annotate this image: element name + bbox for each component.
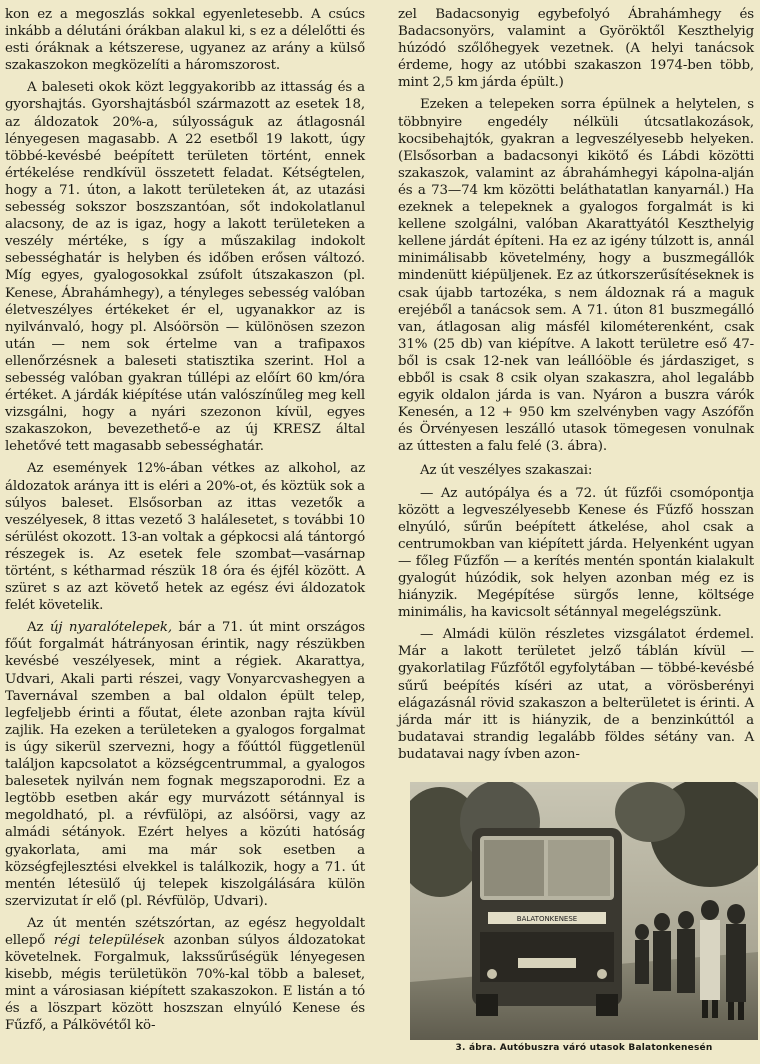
emphasis: új nyaralótelepek,	[49, 620, 172, 636]
paragraph: Ezeken a telepeken sorra épülnek a helytelen, s többnyire engedély nélküli útcsatlakozások, kocsibehajtók, gyakran a legveszélyesebb helyeken. (Elsősorban a badacsonyi kikötő és Lábdi közötti szakaszok, valamint az ábrahámhegyi kápolna-alján és a 73—74 km közötti beláthatatlan kanyarnál.) Ha ezeknek a telepeknek a gyalogos forgalmát is ki kellene szolgálni, valóban Akarattyától Keszthelyig kellene járdát építeni. Ha ez az igény túlzott is, annál minimálisabb követelmény, hogy a buszmegállók mindenütt kiépüljenek. Ez az útkorszerűsítéseknek is csak újabb tartozéka, s nem áldoznak rá a maguk erejéből a tanácsok sem. A 71. úton 81 buszmegálló van, átlagosan alig másfél kilométerenként, csak 31% (25 db) van kiépítve. A lakott területre eső 47-ből is csak 12-nek van leállóöble és járdasziget, s ebből is csak 8 csik olyan szakaszra, ahol legalább egyik oldalon járda is van. Nyáron a buszra várók Kenesén, a 12 + 950 km szelvényben vagy Aszófőn és Örvényesen leszálló utasok tömegesen vonulnak az úttesten a falu felé (3. ábra).	[398, 97, 754, 455]
paragraph: Az események 12%-ában vétkes az alkohol, az áldozatok aránya itt is eléri a 20%-ot, és köztük sok a súlyos baleset. Elsősorban az ittas vezetők a veszélyesek, 8 ittas vezető 3 halálesetet, s további 10 sérülést okozott. 13-an voltak a gépkocsi alá tántorgó részegek is. Az esetek fele szombat—vasárnap történt, s kétharmad részük 18 óra és éjfél között. A szüret s az azt követő hetek az egész évi áldozatok felét követelik.	[5, 461, 365, 614]
paragraph-text: bár a 71. út mint országos főút forgalmát hátrányosan érintik, nagy részükben kevésbé veszélyesek, mint a régiek. Akarattya, Udvari, Akali parti részei, vagy Vonyarcvashegyen a Tavernával szemben a bal oldalon épült telep, legfeljebb érinti a főutat, élete azonban rajta kívül zajlik. Ha ezeken a területeken a gyalogos forgalmat is úgy sikerül szervezni, hogy a főúttól függetlenül találjon kapcsolatot a községcentrummal, a gyalogos balesetek nyilván nem fognak megszaporodni. Ez a legtöbb esetben akár egy murvázott sétánnyal is megoldható, pl. a révfülöpi, az alsóörsi, vagy az almádi sétányok. Ezért helyes a közúti hatóság gyakorlata, ami ma már sok esetben a községfejlesztési elvekkel is találkozik, hogy a 71. út mentén létesülő új telepek kiszolgálására külön szervizutat ír elő (pl. Révfülöp, Udvari).	[5, 620, 365, 909]
paragraph: A baleseti okok közt leggyakoribb az ittasság és a gyorshajtás. Gyorshajtásból származott az esetek 18, az áldozatok 20%-a, súlyosságuk az átlagosnál lényegesen magasabb. A 22 esetből 19 lakott, úgy többé-kevésbé beépített területen történt, ennek értékelése rendkívül összetett feladat. Kétségtelen, hogy a 71. úton, a lakott területeken át, az utazási sebesség sokszor boszszantóan, sőt indokolatlanul alacsony, de az is igaz, hogy a lakott területeken a veszély mértéke, s így a műszakilag indokolt sebességhatár is helyben és időben erősen változó. Míg egyes, gyalogosokkal zsúfolt útszakaszon (pl. Kenese, Ábrahámhegy), a tényleges sebesség valóban életveszélyes értékeket ér el, ugyanakkor az is nyilvánvaló, hogy pl. Alsóörsön — különösen szezon után — nem sok értelme van a trafipaxos ellenőrzésnek a baleseti statisztika szerint. Hol a sebesség valóban gyakran túllépi az előírt 60 km/óra értéket. A járdák kiépítése után valószínűleg meg kell vizsgálni, hogy a nyári szezonon kívül, egyes szakaszokon, bevezethető-e az új KRESZ által lehetővé tett magasabb sebességhatár.	[5, 80, 365, 455]
paragraph: — Almádi külön részletes vizsgálatot érdemel. Már a lakott területet jelző táblán kívül — gyakorlatilag Fűzfőtől egyfolytában — többé-kevésbé sűrű beépítés kíséri az utat, a vörösberényi elágazásnál rövid szakaszon a belterületet is érinti. A járda már itt is hiányzik, de a benzinkúttól a budatavai strandig legalább földes sétány van. A budatavai nagy ívben azon-	[398, 627, 754, 762]
bus-photo	[410, 782, 758, 1040]
paragraph: Az út mentén szétszórtan, az egész hegyoldalt ellepő régi települések azonban súlyos áldozatokat követelnek. Forgalmuk, lakssűrűségük lényegesen kisebb, mégis területükön 70%-kal több a baleset, mint a városiasan kiépített szakaszokon. E listán a tó és a löszpart között hoszszan elnyúló Kenese és Fűzfő, a Pálkövétől kö-	[5, 915, 366, 1034]
paragraph: kon ez a megoszlás sokkal egyenletesebb. A csúcs inkább a délutáni órákban alakul ki, s ez a délelőtti és esti óráknak a kétszerese, ugyanez az arány a külső szakaszokon megközelíti a háromszorost.	[5, 7, 365, 74]
emphasis: régi települések	[53, 932, 165, 948]
left-column	[5, 6, 365, 1040]
figure-caption: 3. ábra. Autóbuszra váró utasok Balatonkenesén	[455, 1043, 713, 1053]
section-heading: Az út veszélyes szakaszai:	[420, 463, 593, 479]
paragraph: zel Badacsonyig egybefolyó Ábrahámhegy és Badacsonyörs, valamint a Györöktől Keszthelyig húzódó szőlőhegyek vezetnek. (A helyi tanácsok érdeme, hogy az utóbbi szakaszon 1974-ben több, mint 2,5 km járda épült.)	[398, 7, 754, 91]
right-column	[398, 6, 754, 768]
paragraph: — Az autópálya és a 72. út fűzfői csomópontja között a legveszélyesebb Kenese és Fűzfő hosszan elnyúló, sűrűn beépített átkelése, ahol csak a centrumokban van kiépített járda. Helyenként ugyan — főleg Fűzfőn — a kerítés mentén spontán kialakult gyalogút húzódik, sok helyen azonban még ez is hiányzik. Megépítése sürgős lenne, költsége minimális, ha kavicsolt sétánnyal megelégszünk.	[398, 485, 754, 621]
paragraph: Az új nyaralótelepek, bár a 71. út mint országos főút forgalmát hátrányosan érintik, nagy részükben kevésbé veszélyesek, mint a régiek. Akarattya, Udvari, Akali parti részei, vagy Vonyarcvashegyen a Tavernával szemben a bal oldalon épült telep, legfeljebb érinti a főutat, élete azonban rajta kívül zajlik. Ha ezeken a területeken a gyalogos forgalmat is úgy sikerül szervezni, hogy a főúttól függetlenül találjon kapcsolatot a községcentrummal, a gyalogos balesetek nyilván nem fognak megszaporodni. Ez a legtöbb esetben akár egy murvázott sétánnyal is megoldható, pl. a révfülöpi, az alsóörsi, vagy az almádi sétányok. Ezért helyes a közúti hatóság gyakorlata, ami ma már sok esetben a községfejlesztési elvekkel is találkozik, hogy a 71. út mentén létesülő új telepek kiszolgálására külön szervizutat ír elő (pl. Révfülöp, Udvari).	[5, 620, 365, 909]
bus-destination-sign: BALATONKENESE	[516, 915, 578, 923]
paragraph-text: azonban súlyos áldozatokat követelnek. Forgalmuk, lakssűrűségük lényegesen kisebb, mégis területükön 70%-kal több a baleset, mint a városiasan kiépített szakaszokon. E listán a tó és a löszpart között hoszszan elnyúló Kenese és Fűzfő, a Pálkövétől kö-	[5, 932, 366, 1034]
